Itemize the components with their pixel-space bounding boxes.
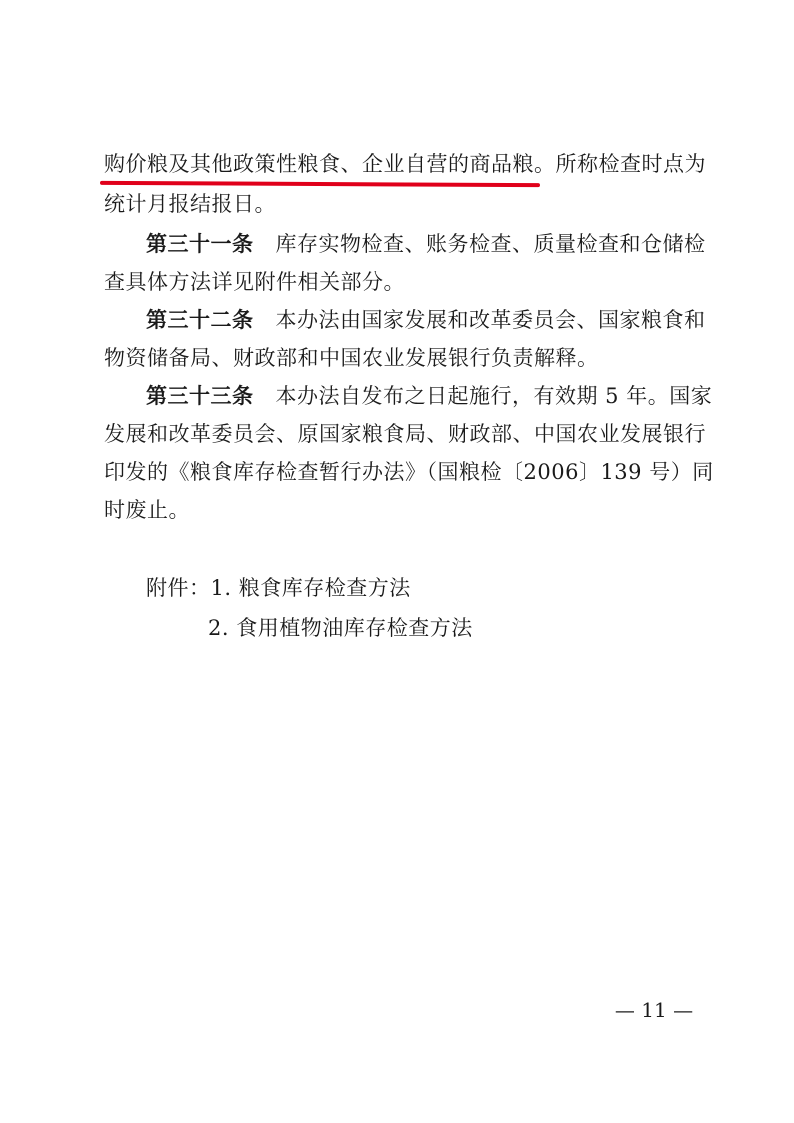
- article-text: 本办法自发布之日起施行，有效期 5 年。国家: [275, 384, 713, 408]
- paragraph-text: 统计月报结报日。: [104, 192, 276, 216]
- attachments-label: 附件：: [146, 576, 211, 600]
- paragraph-line: [104, 150, 706, 178]
- highlighted-phrase: [104, 150, 534, 178]
- paragraph-text: 。所称检查时点为: [534, 152, 706, 176]
- article-text: 库存实物检查、账务检查、质量检查和仓储检: [275, 232, 706, 256]
- article-text: 查具体方法详见附件相关部分。: [104, 270, 405, 294]
- article-33-line: [104, 420, 706, 448]
- attachments-line: [146, 574, 411, 602]
- article-32-line: [146, 306, 706, 334]
- article-text: 印发的《粮食库存检查暂行办法》（国粮检〔2006〕139 号）同: [104, 460, 714, 484]
- article-31-label: 第三十一条: [146, 232, 254, 256]
- attachment-item: 1. 粮食库存检查方法: [210, 576, 411, 600]
- article-33-line: [104, 458, 714, 486]
- article-33-line: [146, 382, 712, 410]
- red-underline-annotation: [100, 181, 540, 187]
- attachments-line: [208, 614, 473, 642]
- article-31-line: [104, 268, 405, 296]
- attachment-item: 2. 食用植物油库存检查方法: [208, 616, 473, 640]
- article-32-label: 第三十二条: [146, 308, 254, 332]
- article-text: 发展和改革委员会、原国家粮食局、财政部、中国农业发展银行: [104, 422, 706, 446]
- article-31-line: [146, 230, 706, 258]
- article-32-line: [104, 344, 599, 372]
- article-text: 时废止。: [104, 498, 190, 522]
- paragraph-line: [104, 190, 276, 218]
- article-text: 物资储备局、财政部和中国农业发展银行负责解释。: [104, 346, 599, 370]
- article-33-line: [104, 496, 190, 524]
- highlighted-text: 购价粮及其他政策性粮食、企业自营的商品粮: [104, 152, 534, 176]
- article-text: 本办法由国家发展和改革委员会、国家粮食和: [275, 308, 706, 332]
- page-number: — 11 —: [614, 998, 694, 1022]
- article-33-label: 第三十三条: [146, 384, 254, 408]
